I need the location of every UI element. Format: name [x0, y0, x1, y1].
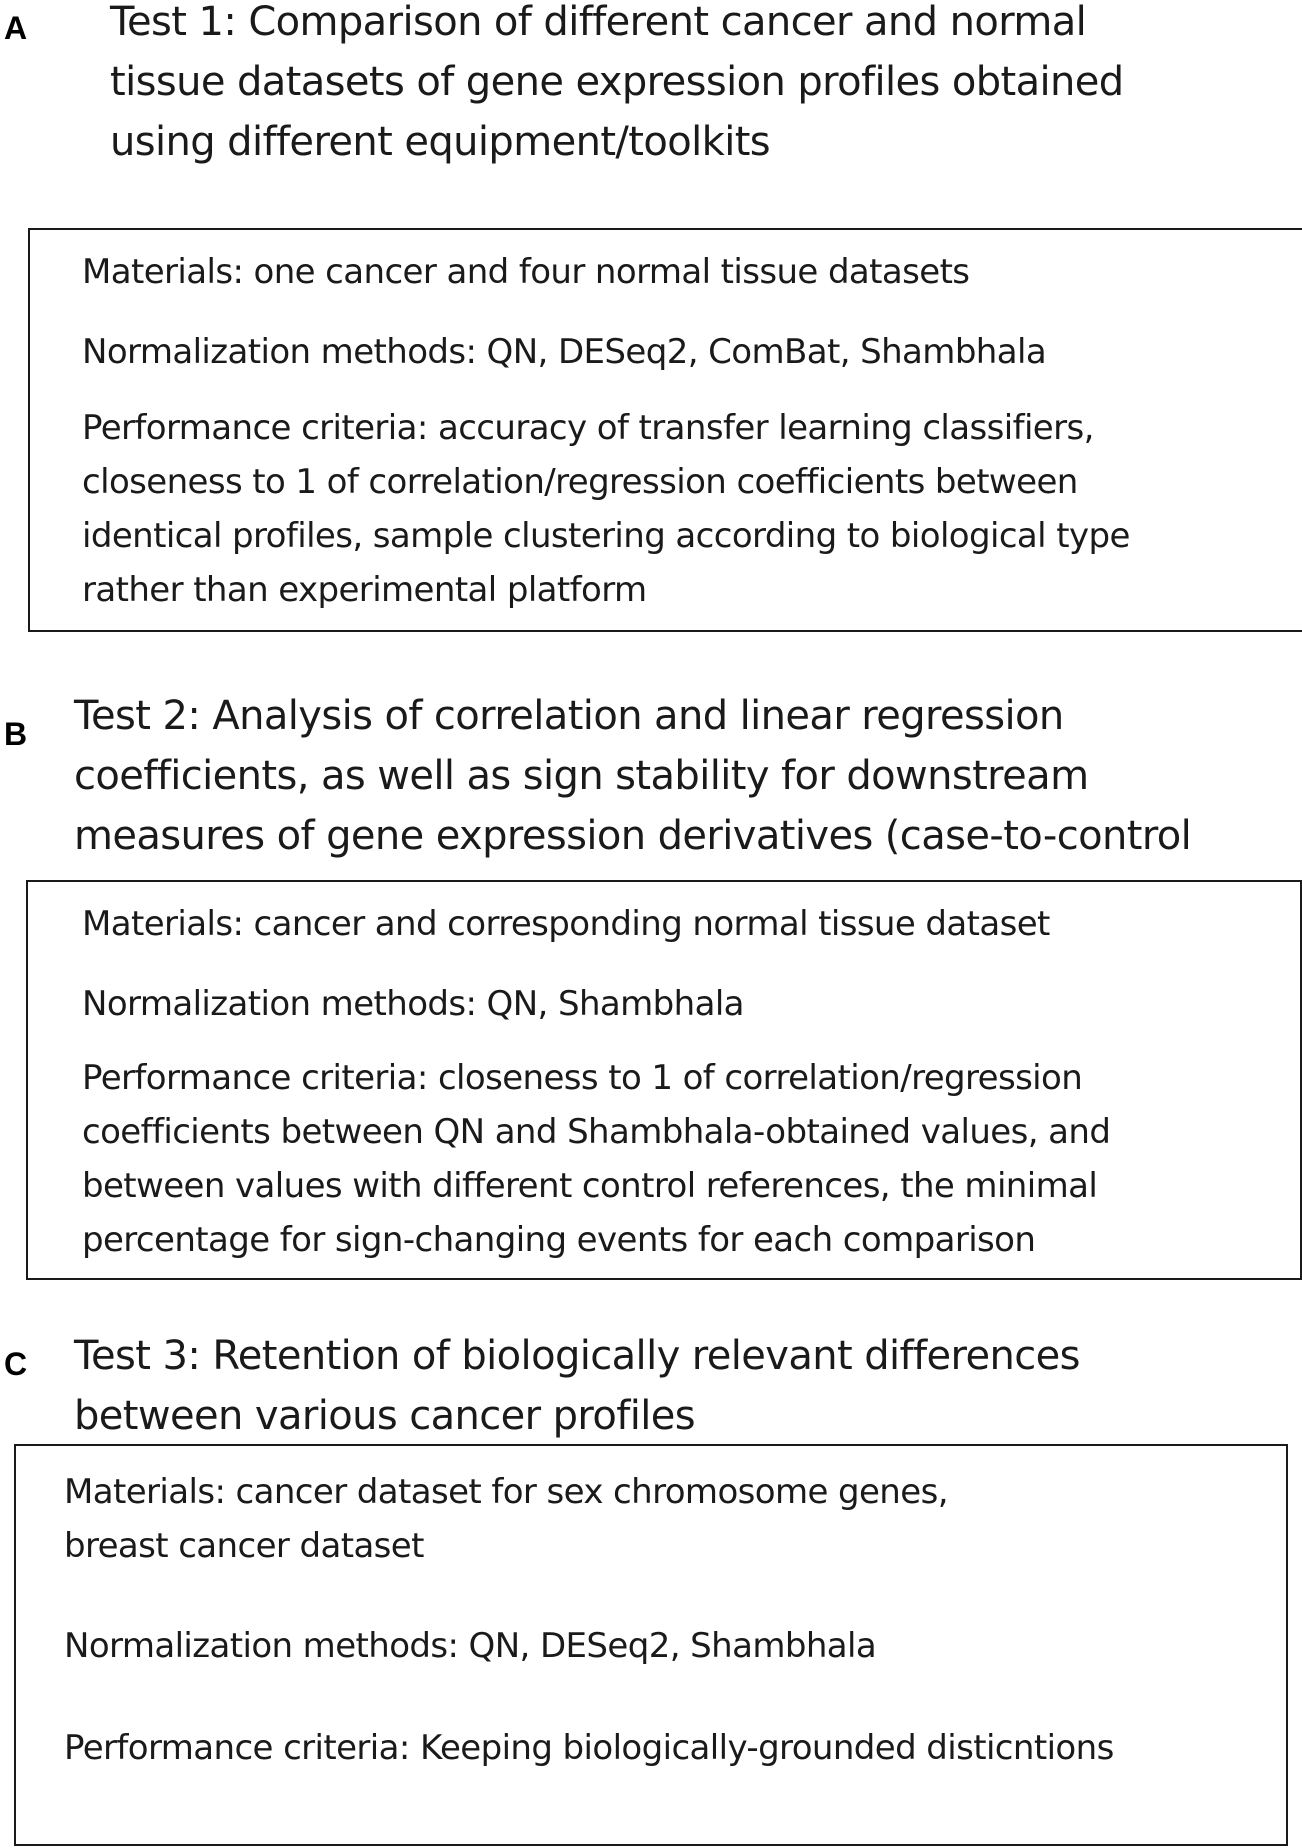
- panel-c-methods: Normalization methods: QN, DESeq2, Shambhala: [64, 1626, 877, 1666]
- panel-letter-c: C: [4, 1346, 28, 1382]
- panel-a-heading-line-3: using different equipment/toolkits: [110, 119, 771, 165]
- panel-b-criteria-line-3: between values with different control references, the minimal: [82, 1166, 1098, 1206]
- panel-b-criteria-line-1: Performance criteria: closeness to 1 of correlation/regression: [82, 1058, 1083, 1098]
- panel-a-criteria-line-2: closeness to 1 of correlation/regression coefficients between: [82, 462, 1078, 502]
- panel-c-materials-line-2: breast cancer dataset: [64, 1526, 424, 1566]
- panel-c-heading-line-1: Test 3: Retention of biologically relevant differences: [74, 1333, 1080, 1379]
- panel-a-heading-line-2: tissue datasets of gene expression profiles obtained: [110, 59, 1124, 105]
- panel-c-criteria-line-1: Performance criteria: Keeping biologically-grounded disticntions: [64, 1728, 1114, 1768]
- panel-a-heading: [110, 0, 1124, 172]
- panel-a-criteria-line-1: Performance criteria: accuracy of transfer learning classifiers,: [82, 408, 1094, 448]
- panel-b-criteria-line-4: percentage for sign-changing events for each comparison: [82, 1220, 1036, 1260]
- panel-a-materials-line-1: Materials: one cancer and four normal tissue datasets: [82, 252, 970, 292]
- panel-c-heading: [74, 1326, 1080, 1446]
- panel-a-box: [28, 228, 1302, 632]
- panel-c-box: [14, 1444, 1288, 1846]
- panel-b-methods: Normalization methods: QN, Shambhala: [82, 984, 744, 1024]
- panel-b-heading: [74, 686, 1191, 866]
- panel-letter-b: B: [4, 716, 28, 752]
- panel-b-criteria-line-2: coefficients between QN and Shambhala-obtained values, and: [82, 1112, 1111, 1152]
- panel-c-materials-line-1: Materials: cancer dataset for sex chromosome genes,: [64, 1472, 948, 1512]
- panel-b-heading-line-1: Test 2: Analysis of correlation and linear regression: [74, 693, 1064, 739]
- panel-b-heading-line-2: coefficients, as well as sign stability for downstream: [74, 753, 1089, 799]
- panel-a-methods: Normalization methods: QN, DESeq2, ComBat, Shambhala: [82, 332, 1047, 372]
- panel-c-heading-line-2: between various cancer profiles: [74, 1393, 696, 1439]
- panel-a-criteria-line-4: rather than experimental platform: [82, 570, 647, 610]
- panel-b-heading-line-3: measures of gene expression derivatives (case-to-control: [74, 813, 1192, 859]
- panel-b-box: [26, 880, 1302, 1280]
- panel-a-criteria-line-3: identical profiles, sample clustering according to biological type: [82, 516, 1130, 556]
- panel-letter-a: A: [4, 10, 28, 46]
- panel-b-materials-line-1: Materials: cancer and corresponding normal tissue dataset: [82, 904, 1050, 944]
- panel-a-heading-line-1: Test 1: Comparison of different cancer and normal: [110, 0, 1087, 45]
